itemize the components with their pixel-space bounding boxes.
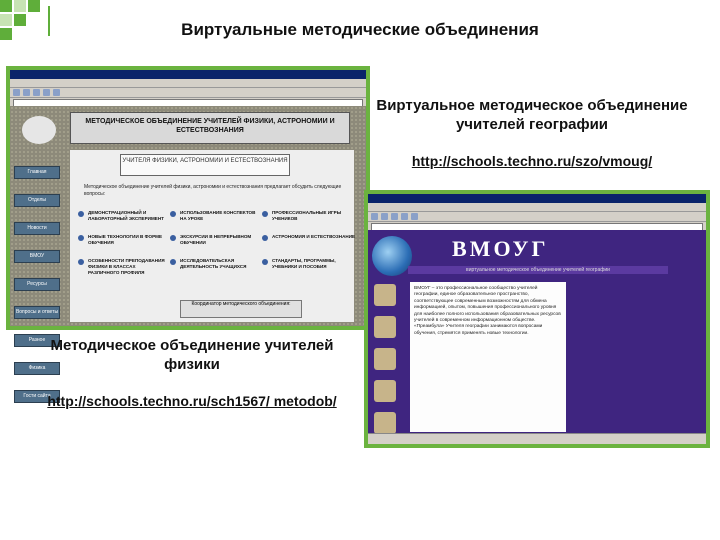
topic-item: НОВЫЕ ТЕХНОЛОГИИ В ФОРМЕ ОБУЧЕНИЯ: [78, 234, 168, 246]
forward-icon: [381, 213, 388, 220]
topic-grid: [74, 210, 356, 290]
stop-icon: [33, 89, 40, 96]
geography-page: [368, 230, 706, 434]
pencil-icon: [374, 380, 396, 402]
window-menubar: [10, 79, 366, 88]
physics-page: [10, 106, 366, 399]
sidebar-item: Физика: [14, 362, 60, 375]
physics-intro: Методическое объединение учителей физики, астрономии и естествознания предлагает обсудить следующие вопросы:: [84, 184, 342, 197]
sidebar-item: Вопросы и ответы: [14, 306, 60, 319]
decor-square: [0, 0, 12, 12]
sidebar-item: ВМОУ: [14, 250, 60, 263]
back-icon: [371, 213, 378, 220]
window-titlebar: [10, 70, 366, 79]
topic-item: ЭКСКУРСИИ В НЕПРЕРЫВНОМ ОБУЧЕНИИ: [170, 234, 260, 246]
site-logo: [22, 116, 56, 144]
physics-banner: УЧИТЕЛЯ ФИЗИКИ, АСТРОНОМИИ И ЕСТЕСТВОЗНАНИЯ: [120, 154, 290, 176]
topic-item: АСТРОНОМИЯ И ЕСТЕСТВОЗНАНИЕ: [262, 234, 356, 240]
coordinator-box: Координатор методического объединения:: [180, 300, 302, 318]
geography-caption: Виртуальное методическое объединение учителей географии: [376, 97, 688, 133]
sidebar-item: Главная: [14, 166, 60, 179]
physics-site-screenshot: [6, 66, 370, 399]
back-icon: [13, 89, 20, 96]
refresh-icon: [401, 213, 408, 220]
sidebar-item: Разное: [14, 334, 60, 347]
globe-icon: [372, 236, 412, 276]
geography-site-screenshot: [364, 190, 710, 448]
sidebar-item: Отделы: [14, 194, 60, 207]
topic-item: СТАНДАРТЫ, ПРОГРАММЫ, УЧЕБНИКИ И ПОСОБИЯ: [262, 258, 356, 270]
physics-link[interactable]: http://schools.techno.ru/sch1567/ metodob/: [47, 393, 337, 409]
book-icon: [374, 284, 396, 306]
geography-text: ВМОУГ – это профессиональное сообщество учителей географии, единое образовательное пространство, соответствующее современным возможностям для обмена информацией, опытом, повышения профессионального уровня для наиболее полного использования образовательных ресурсов учителей в современном информационном обществе. «Преамбула» Учителя географии занимаются вопросами обучения, стремятся применять новые технологии.: [410, 282, 566, 432]
sidebar-item: Ресурсы: [14, 278, 60, 291]
geography-logo: ВМОУГ: [452, 236, 549, 261]
geography-icon-column: [374, 284, 402, 444]
decor-square: [14, 0, 26, 12]
stop-icon: [391, 213, 398, 220]
sidebar-item: Новости: [14, 222, 60, 235]
sidebar-item: Гости сайта: [14, 390, 60, 403]
topic-item: ДЕМОНСТРАЦИОННЫЙ И ЛАБОРАТОРНЫЙ ЭКСПЕРИМЕНТ: [78, 210, 168, 222]
physics-caption: Методическое объединение учителей физики: [50, 337, 334, 373]
folder-icon: [374, 348, 396, 370]
notes-icon: [374, 316, 396, 338]
physics-content: [70, 150, 354, 322]
map-icon: [374, 412, 396, 434]
window-menubar: [368, 203, 706, 212]
window-toolbar: [368, 212, 706, 222]
topic-item: ИСПОЛЬЗОВАНИЕ КОНСПЕКТОВ НА УРОКЕ: [170, 210, 260, 222]
forward-icon: [23, 89, 30, 96]
physics-sidebar: [14, 166, 60, 418]
topic-item: ПРОФЕССИОНАЛЬНЫЕ ИГРЫ УЧЕНИКОВ: [262, 210, 356, 222]
window-toolbar: [10, 88, 366, 98]
home-icon: [411, 213, 418, 220]
topic-item: ОСОБЕННОСТИ ПРЕПОДАВАНИЯ ФИЗИКИ В КЛАССАХ РАЗЛИЧНОГО ПРОФИЛЯ: [78, 258, 168, 276]
topic-item: ИССЛЕДОВАТЕЛЬСКАЯ ДЕЯТЕЛЬНОСТЬ УЧАЩИХСЯ: [170, 258, 260, 270]
physics-header: МЕТОДИЧЕСКОЕ ОБЪЕДИНЕНИЕ УЧИТЕЛЕЙ ФИЗИКИ, АСТРОНОМИИ И ЕСТЕСТВОЗНАНИЯ: [70, 112, 350, 144]
refresh-icon: [43, 89, 50, 96]
window-titlebar: [368, 194, 706, 203]
geography-link[interactable]: http://schools.techno.ru/szo/vmoug/: [411, 153, 653, 169]
decor-square: [28, 0, 40, 12]
home-icon: [53, 89, 60, 96]
window-statusbar: [368, 433, 706, 444]
geography-subtitle: виртуальное методическое объединение учителей географии: [408, 266, 668, 274]
slide-title: Виртуальные методические объединения: [181, 20, 539, 39]
